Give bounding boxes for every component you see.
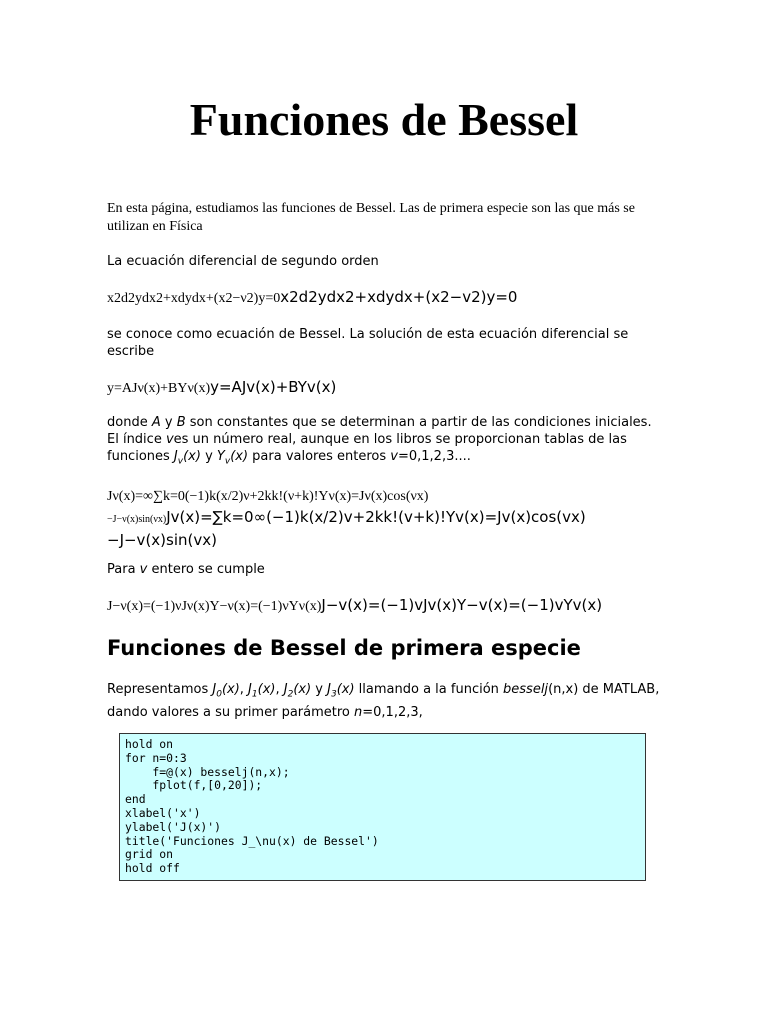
code-line: hold off — [125, 861, 180, 876]
solution-equation-raw: y=AJν(x)+BYν(x) — [107, 381, 211, 396]
constants-paragraph: donde A y B son constantes que se determinan a partir de las condiciones iniciales. El índice ves un número real, aunque en los libros se proporcionan tablas de las funciones $J_v(x)$ y $Y_v(x)$ para valores enteros v=0,1,2,3.... — [107, 415, 652, 467]
integer-order-equation — [107, 596, 667, 616]
index-v: v — [165, 432, 174, 447]
matlab-code-block — [119, 733, 646, 881]
section-heading: Funciones de Bessel de primera especie — [107, 636, 581, 660]
parameter-n: n — [354, 704, 363, 720]
solution-equation — [107, 378, 667, 398]
series-equation — [107, 485, 667, 550]
represent-paragraph: Representamos $J_0(x)$, $J_1(x)$, $J_2(x)$ y $J_3(x)$ llamando a la función besselj(n,x) de MATLAB, dando valores a su primer parámetro n=0,1,2,3, — [107, 682, 660, 720]
series-equation-rendered: Jv(x)=∑k=0∞(−1)k(x/2)v+2kk!(v+k)!Yv(x)=Jv(x)cos(vx) — [166, 508, 586, 526]
integer-order-equation-rendered: J−v(x)=(−1)vJv(x)Y−v(x)=(−1)vYv(x) — [321, 596, 603, 614]
function-j3: $J_3(x)$ — [327, 682, 355, 700]
series-equation-raw-tail: −J−ν(x)sin(νx) — [107, 514, 167, 525]
function-j0: $J_0(x)$ — [212, 682, 240, 700]
integer-order-equation-raw: J−ν(x)=(−1)νJν(x)Y−ν(x)=(−1)νYν(x) — [107, 599, 322, 614]
function-jv: $J_v(x)$ — [173, 449, 201, 467]
code-line: end — [125, 792, 146, 807]
page-title: Funciones de Bessel — [189, 94, 579, 145]
function-j1: $J_1(x)$ — [248, 682, 276, 700]
series-equation-raw: Jν(x)=∞∑k=0(−1)k(x/2)ν+2kk!(ν+k)!Yν(x)=Jν(x)cos(νx) — [107, 489, 429, 504]
code-listing — [125, 738, 640, 876]
function-yv: $Y_v(x)$ — [216, 449, 249, 467]
code-line: fplot(f,[0,20]); — [125, 778, 263, 793]
code-line: hold on — [125, 737, 174, 751]
ode-description-paragraph: se conoce como ecuación de Bessel. La solución de esta ecuación diferencial se escribe — [107, 327, 629, 359]
index-v-integer: v — [390, 449, 398, 464]
code-line: grid on — [125, 847, 174, 862]
ode-intro-paragraph: La ecuación diferencial de segundo orden — [107, 254, 379, 269]
matlab-function-name: besselj(n,x) — [503, 682, 579, 697]
bessel-equation — [107, 288, 667, 308]
bessel-equation-raw: x2d2ydx2+xdydx+(x2−ν2)y=0 — [107, 291, 281, 306]
bessel-equation-rendered: x2d2ydx2+xdydx+(x2−v2)y=0 — [280, 288, 518, 306]
index-v-integer-case: v — [139, 562, 148, 577]
series-equation-rendered-tail: −J−v(x)sin(vx) — [107, 531, 217, 549]
function-j2: $J_2(x)$ — [283, 682, 312, 700]
intro-paragraph: En esta página, estudiamos las funciones de Bessel. Las de primera especie son las que más se utilizan en Física — [107, 201, 635, 234]
code-line: xlabel('x') — [125, 805, 201, 820]
constant-a: A — [151, 415, 161, 430]
integer-paragraph: Para v entero se cumple — [107, 562, 265, 577]
constant-b: B — [176, 415, 186, 430]
code-line: f=@(x) besselj(n,x); — [125, 764, 290, 779]
code-line: ylabel('J(x)') — [125, 819, 222, 834]
code-line: title('Funciones J_\nu(x) de Bessel') — [125, 833, 379, 848]
solution-equation-rendered: y=AJv(x)+BYv(x) — [210, 378, 337, 396]
code-line: for n=0:3 — [125, 750, 187, 765]
